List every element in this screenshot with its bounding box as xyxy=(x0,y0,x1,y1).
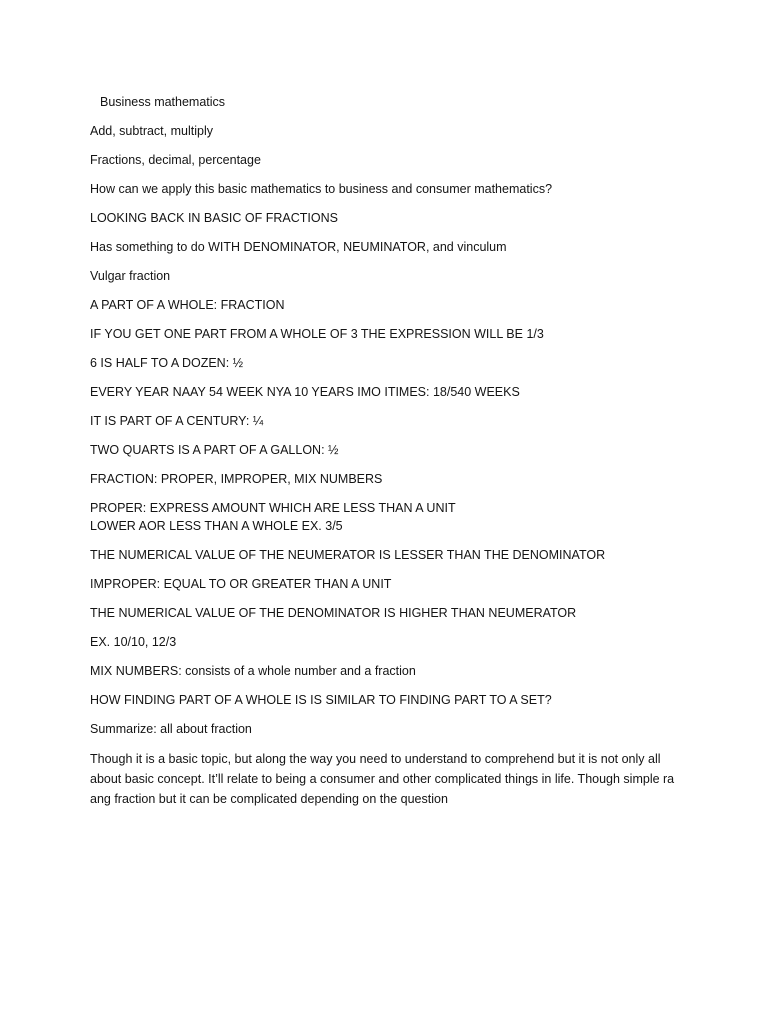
text-line-gallon: TWO QUARTS IS A PART OF A GALLON: ½ xyxy=(90,443,339,457)
text-paragraph-proper xyxy=(90,499,690,535)
text-line-one-third: IF YOU GET ONE PART FROM A WHOLE OF 3 THE EXPRESSION WILL BE 1/3 xyxy=(90,327,544,341)
text-line-examples: EX. 10/10, 12/3 xyxy=(90,635,177,649)
document-title: Business mathematics xyxy=(100,95,226,109)
text-line-half-dozen: 6 IS HALF TO A DOZEN: ½ xyxy=(90,356,244,370)
text-line-number-types: Fractions, decimal, percentage xyxy=(90,153,261,167)
text-line-century: IT IS PART OF A CENTURY: ¼ xyxy=(90,414,264,428)
text-line-improper: IMPROPER: EQUAL TO OR GREATER THAN A UNIT xyxy=(90,577,392,591)
text-line-operations: Add, subtract, multiply xyxy=(90,124,213,138)
text-line-part-of-whole: A PART OF A WHOLE: FRACTION xyxy=(90,298,285,312)
proper-line-1: PROPER: EXPRESS AMOUNT WHICH ARE LESS THAN A UNIT xyxy=(90,501,456,515)
proper-line-2: LOWER AOR LESS THAN A WHOLE EX. 3/5 xyxy=(90,519,343,533)
text-line-fraction-types: FRACTION: PROPER, IMPROPER, MIX NUMBERS xyxy=(90,472,383,486)
text-line-heading-fractions: LOOKING BACK IN BASIC OF FRACTIONS xyxy=(90,211,338,225)
text-line-neumerator-lesser: THE NUMERICAL VALUE OF THE NEUMERATOR IS LESSER THAN THE DENOMINATOR xyxy=(90,548,606,562)
text-line-mix-numbers: MIX NUMBERS: consists of a whole number and a fraction xyxy=(90,664,416,678)
text-line-denominator-higher: THE NUMERICAL VALUE OF THE DENOMINATOR IS HIGHER THAN NEUMERATOR xyxy=(90,606,577,620)
text-line-summarize: Summarize: all about fraction xyxy=(90,722,252,736)
text-line-weeks: EVERY YEAR NAAY 54 WEEK NYA 10 YEARS IMO ITIMES: 18/540 WEEKS xyxy=(90,385,520,399)
text-line-set-question: HOW FINDING PART OF A WHOLE IS IS SIMILAR TO FINDING PART TO A SET? xyxy=(90,693,552,707)
text-line-question: How can we apply this basic mathematics to business and consumer mathematics? xyxy=(90,182,553,196)
text-line-vulgar-fraction: Vulgar fraction xyxy=(90,269,171,283)
summary-paragraph: Though it is a basic topic, but along the way you need to understand to comprehend but it is not only all about basic concept. It’ll relate to being a consumer and other complicated things in life. Though simple ra ang fraction but it can be complicated depending on the question xyxy=(90,752,675,806)
text-line-denominator: Has something to do WITH DENOMINATOR, NEUMINATOR, and vinculum xyxy=(90,240,507,254)
document-body xyxy=(90,93,690,809)
